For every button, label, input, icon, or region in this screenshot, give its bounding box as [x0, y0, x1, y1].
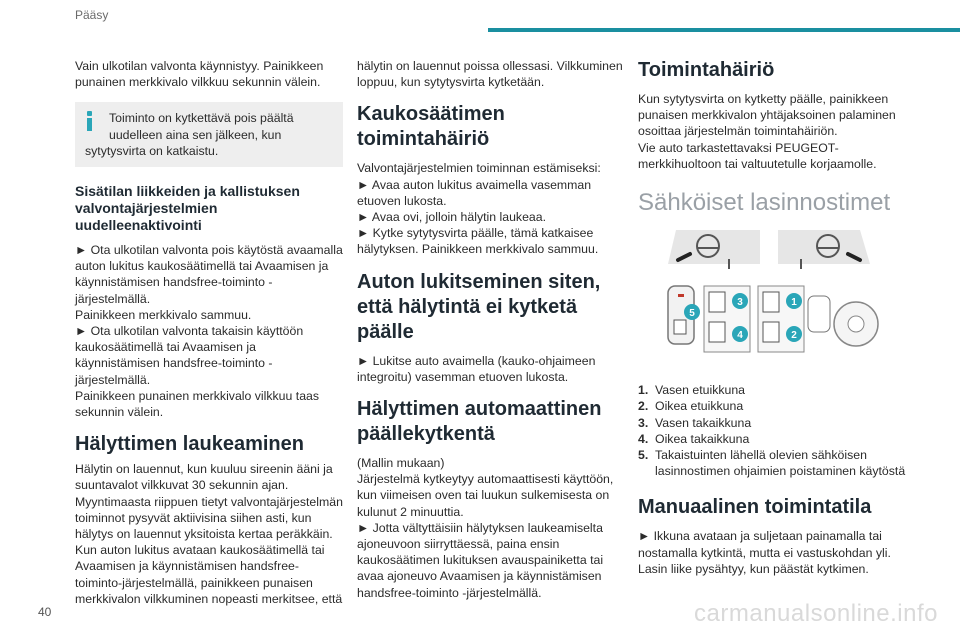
left-hand-drive-icon: [668, 230, 760, 269]
info-line: Toiminto on kytkettävä pois päältä: [109, 111, 294, 126]
section-header: Pääsy: [75, 8, 109, 22]
paragraph: Valvontajärjestelmien toiminnan estämiseksi:: [357, 161, 601, 176]
paragraph: ► Ota ulkotilan valvonta pois käytöstä avaamalla auton lukitus kaukosäätimellä tai Avaamisen ja käynnistämisen handsfree-toiminto -järjestelmällä.: [75, 243, 343, 306]
info-text: [109, 110, 335, 142]
paragraph: Myyntimaasta riippuen tietyt valvontajärjestelmän toiminnot pysyvät aktiivisina siihen asti, kun hälytys on lauennut yksitoista kertaa peräkkäin.: [75, 494, 343, 542]
paragraph: ► Ota ulkotilan valvonta takaisin käyttöön kaukosäätimellä tai Avaamisen ja käynnistämisen handsfree-toiminto -järjestelmällä.: [75, 324, 304, 387]
paragraph: Hälytin on lauennut, kun kuuluu sireenin ääni ja suuntavalot vilkkuvat 30 sekunnin ajan.: [75, 462, 333, 493]
heading-triggering: Hälyttimen laukeaminen: [75, 433, 304, 456]
list-item: 2. Oikea etuikkuna: [638, 399, 744, 414]
paragraph: ► Jotta vältyttäisiin hälytyksen laukeamiselta ajoneuvoon siirryttäessä, paina ensin kaukosäätimen lukituksen avauspainiketta tai avaa ajoneuvo Avaamisen ja käynnistämisen handsfree-toiminto -järjestelmällä.: [357, 520, 604, 600]
power-windows-figure: [638, 224, 910, 378]
heading-reactivation: Sisätilan liikkeiden ja kallistuksen valvontajärjestelmien uudelleenaktivointi: [75, 183, 300, 234]
paragraph: Vie auto tarkastettavaksi PEUGEOT-merkkihuoltoon tai valtuutetulle korjaamolle.: [638, 140, 877, 171]
paragraph: (Mallin mukaan): [357, 456, 445, 471]
info-line: sytytysvirta on katkaistu.: [85, 143, 219, 158]
paragraph: Kun sytytysvirta on kytketty päälle, painikkeen punaisen merkkivalon yhtäjaksoinen palaminen osoittaa järjestelmän toimintahäiriön.: [638, 92, 896, 139]
badge-5: 5: [689, 308, 695, 320]
paragraph: ► Kytke sytytysvirta päälle, tämä katkaisee hälytyksen. Painikkeen merkkivalo sammuu.: [357, 226, 599, 257]
paragraph: Järjestelmä kytkeytyy automaattisesti käyttöön, kun viimeisen oven tai luukun sulkemisesta on kulunut 2 minuuttia.: [357, 472, 614, 519]
badge-4: 4: [737, 330, 743, 342]
paragraph: Kun auton lukitus avataan kaukosäätimellä tai Avaamisen ja käynnistämisen handsfree-toiminto-järjestelmällä, painikkeen punaisen merkkivalon vilkkuminen nopeasti merkitsee, että: [75, 543, 343, 606]
heading-manual-mode: Manuaalinen toimintatila: [638, 496, 872, 519]
watermark: carmanualsonline.info: [694, 600, 938, 627]
paragraph: ► Avaa ovi, jolloin hälytin laukeaa.: [357, 210, 546, 225]
heading-auto-activation: Hälyttimen automaattinen päällekytkentä: [357, 398, 602, 446]
column-2: [357, 58, 625, 601]
paragraph: Vain ulkotilan valvonta käynnistyy. Painikkeen punainen merkkivalo vilkkuu sekunnin välein.: [75, 59, 324, 90]
right-hand-drive-icon: [778, 230, 870, 269]
paragraph: Painikkeen merkkivalo sammuu.: [75, 307, 252, 322]
badge-1: 1: [791, 297, 797, 309]
paragraph: ► Avaa auton lukitus avaimella vasemman etuoven lukosta.: [357, 177, 592, 208]
list-item: 4. Oikea takaikkuna: [638, 431, 750, 446]
heading-lock-without-alarm: Auton lukitseminen siten, että hälytintä ei kytketä päälle: [357, 270, 601, 343]
heading-remote-fault: Kaukosäätimen toimintahäiriö: [357, 103, 505, 151]
header-accent-bar: [488, 28, 960, 32]
column-3: [638, 58, 910, 577]
info-icon: [87, 111, 92, 131]
column-1: [75, 58, 343, 607]
paragraph: ► Lukitse auto avaimella (kauko-ohjaimeen integroitu) vasemman etuoven lukosta.: [357, 353, 596, 384]
list-item: 1. Vasen etuikkuna: [638, 383, 746, 398]
paragraph: Painikkeen punainen merkkivalo vilkkuu taas sekunnin välein.: [75, 388, 320, 420]
badge-3: 3: [737, 297, 743, 309]
heading-power-windows: Sähköiset lasinnostimet: [638, 189, 891, 217]
badge-2: 2: [791, 330, 797, 342]
heading-fault: Toimintahäiriö: [638, 59, 775, 81]
window-switch-illustration: [638, 224, 910, 374]
paragraph: ► Ikkuna avataan ja suljetaan painamalla tai nostamalla kytkintä, mutta ei vastuskohdan yli. Lasin liike pysähtyy, kun päästät kytkimen.: [638, 529, 891, 576]
list-item: 3. Vasen takaikkuna: [638, 415, 752, 430]
switch-panel: [668, 286, 878, 352]
page-number: 40: [38, 605, 52, 619]
info-line: uudelleen aina sen jälkeen, kun: [109, 127, 282, 142]
list-item: 5. Takaistuinten lähellä olevien sähköisen lasinnostimen ohjaimien poistaminen käytöstä: [638, 448, 906, 479]
windows-list: [638, 382, 910, 479]
paragraph: hälytin on lauennut poissa ollessasi. Vilkkuminen loppuu, kun sytytysvirta kytketään.: [357, 59, 623, 90]
info-box: [75, 102, 343, 167]
